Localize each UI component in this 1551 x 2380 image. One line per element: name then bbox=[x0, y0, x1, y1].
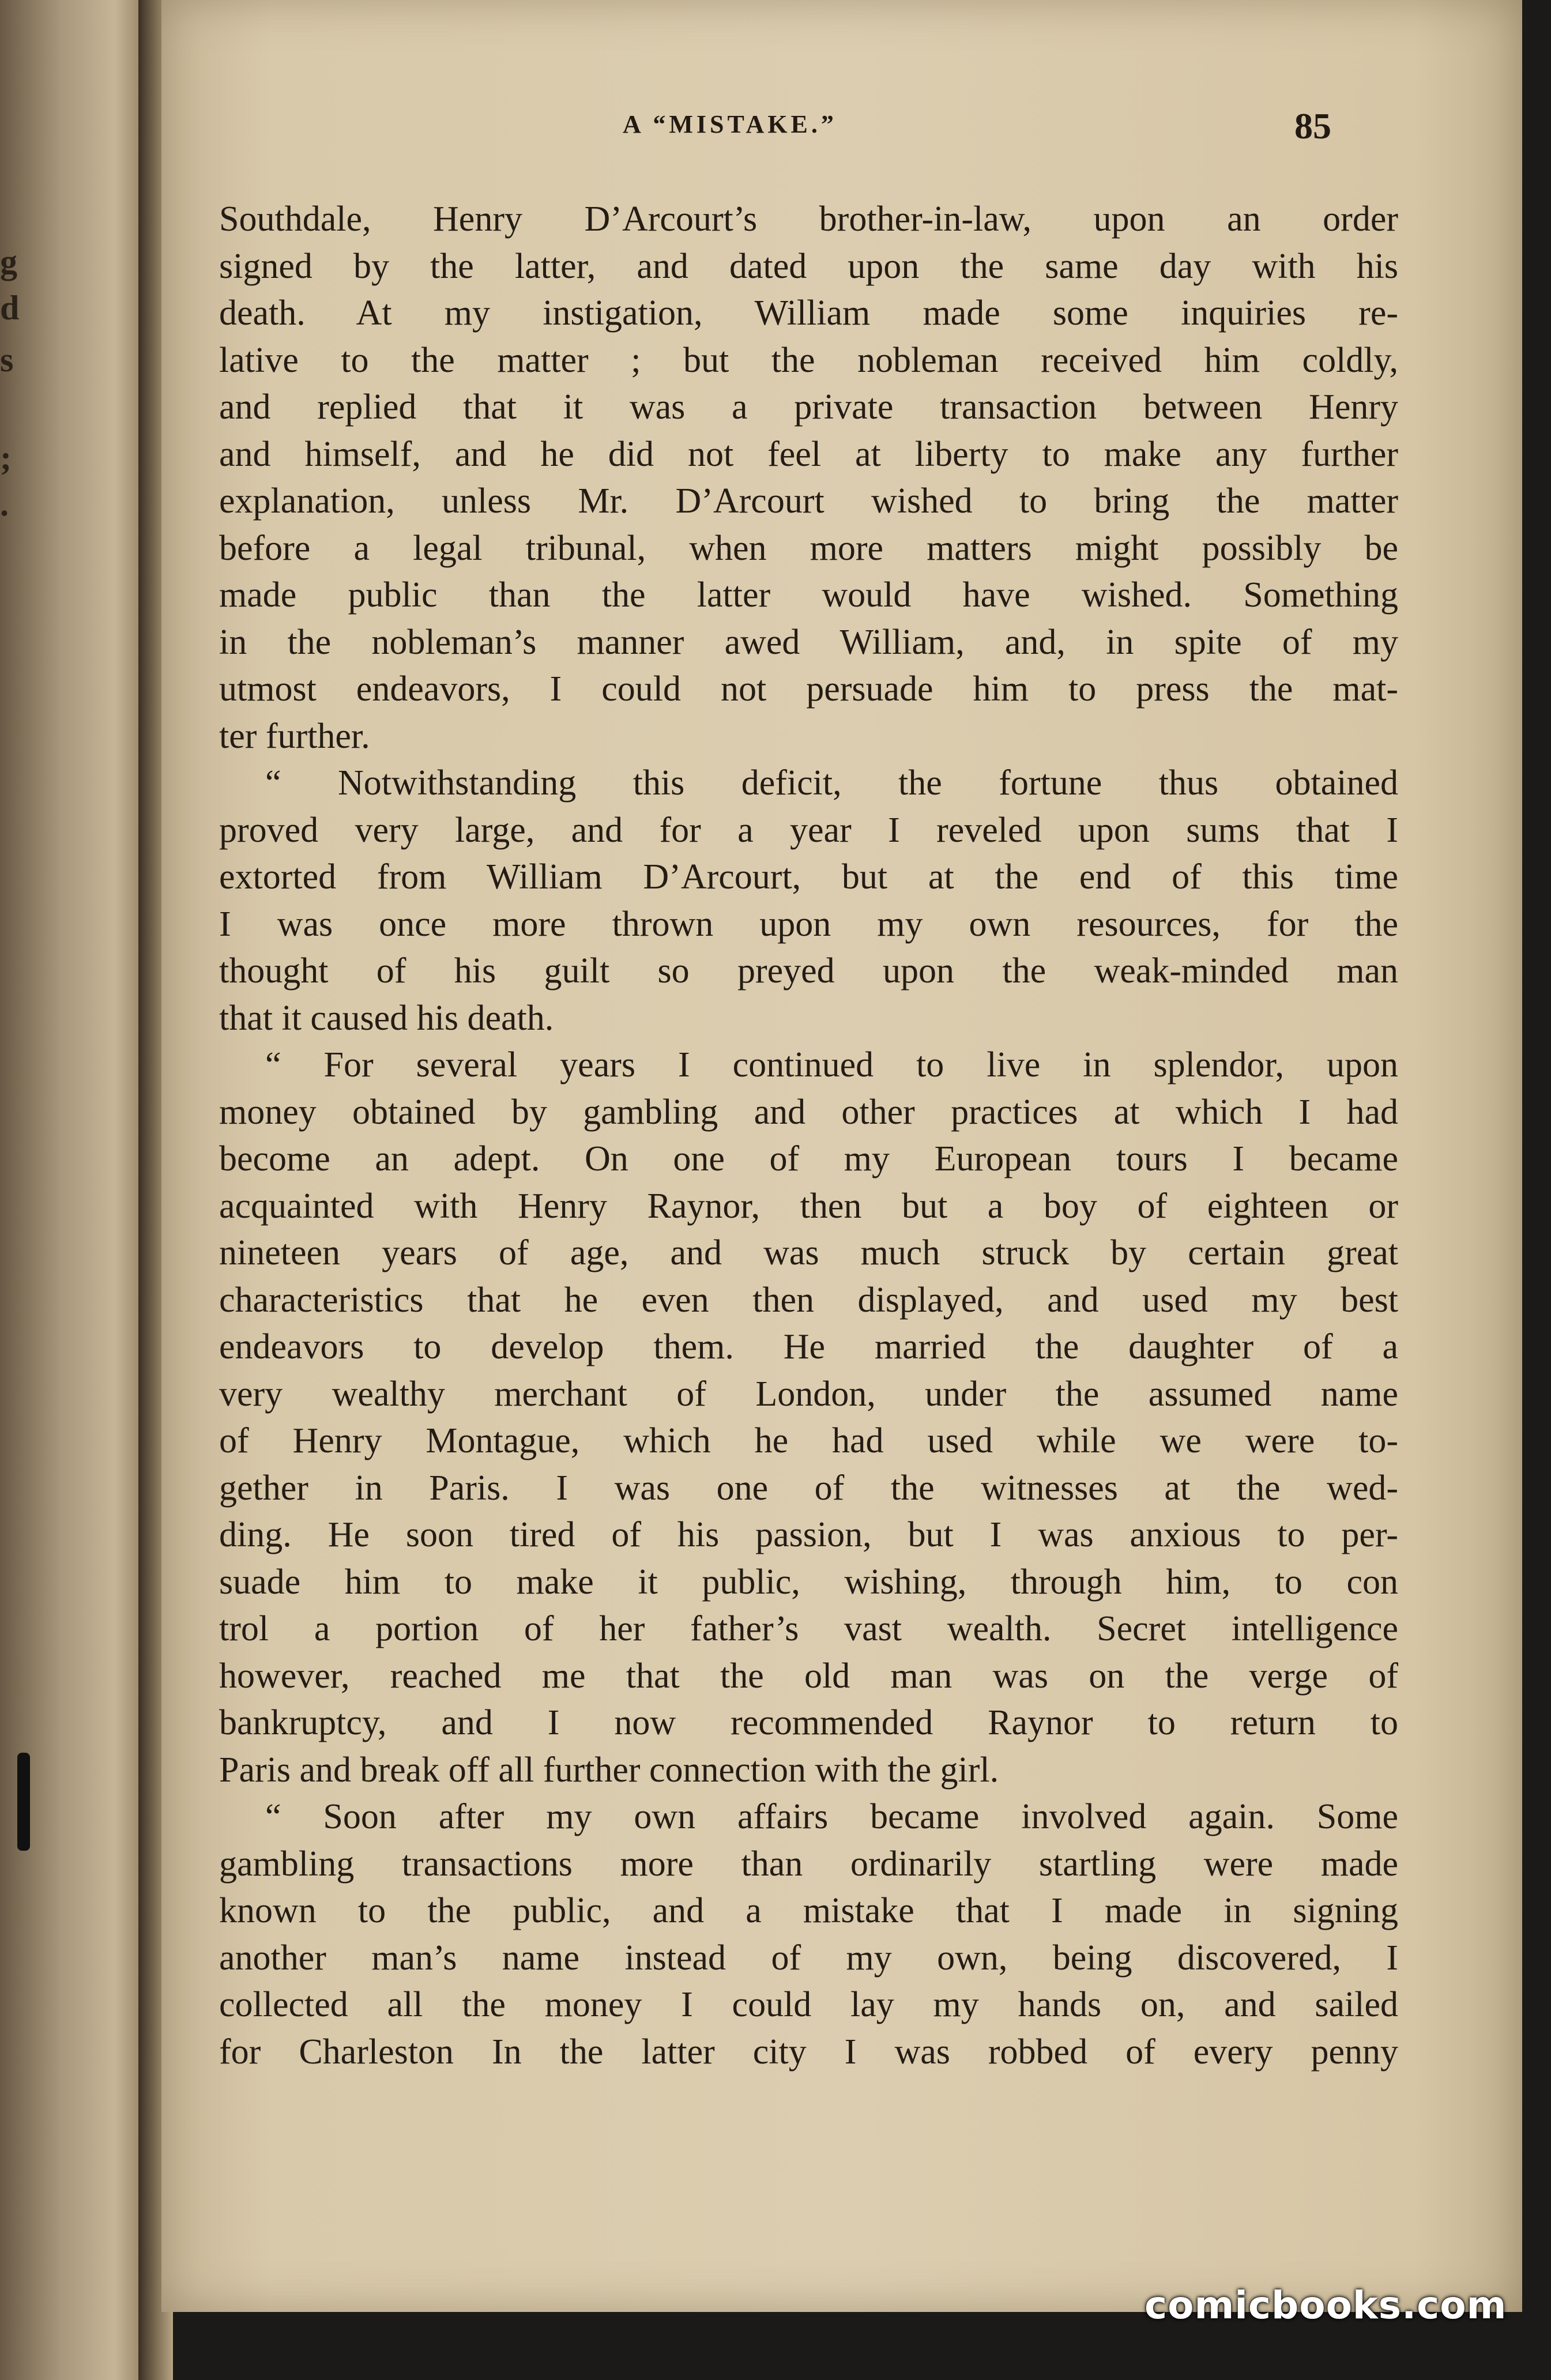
text-line: nineteen years of age, and was much struck by certain great bbox=[219, 1233, 1398, 1272]
text-line: bankruptcy, and I now recommended Raynor to return to bbox=[219, 1703, 1398, 1742]
left-page-fragments bbox=[0, 0, 20, 577]
text-line: lative to the matter ; but the nobleman received him coldly, bbox=[219, 340, 1398, 380]
text-line: and replied that it was a private transaction between Henry bbox=[219, 387, 1398, 427]
text-line: acquainted with Henry Raynor, then but a boy of eighteen or bbox=[219, 1186, 1398, 1226]
chapter-title: A “MISTAKE.” bbox=[623, 110, 837, 138]
text-line: “ Notwithstanding this deficit, the fortune thus obtained bbox=[265, 763, 1398, 803]
left-fragment: g bbox=[0, 243, 17, 281]
left-fragment: . bbox=[0, 485, 9, 523]
text-line: extorted from William D’Arcourt, but at the end of this time bbox=[219, 857, 1398, 897]
text-line: ding. He soon tired of his passion, but I was anxious to per- bbox=[219, 1515, 1398, 1554]
text-line: gether in Paris. I was one of the witnesses at the wed- bbox=[219, 1468, 1398, 1508]
text-line: for Charleston In the latter city I was robbed of every penny bbox=[219, 2032, 1398, 2072]
running-head bbox=[161, 106, 1522, 156]
text-line: death. At my instigation, William made some inquiries re- bbox=[219, 293, 1398, 333]
text-line: very wealthy merchant of London, under the assumed name bbox=[219, 1374, 1398, 1414]
text-line: that it caused his death. bbox=[219, 998, 554, 1038]
text-line: before a legal tribunal, when more matters might possibly be bbox=[219, 528, 1398, 568]
watermark: comicbooks.com bbox=[1145, 2283, 1507, 2328]
text-line: in the nobleman’s manner awed William, and, in spite of my bbox=[219, 622, 1398, 662]
left-fragment: ; bbox=[0, 439, 12, 477]
left-fragment: s bbox=[0, 341, 14, 379]
text-line: made public than the latter would have wished. Something bbox=[219, 575, 1398, 615]
text-line: proved very large, and for a year I reveled upon sums that I bbox=[219, 810, 1398, 850]
page-number: 85 bbox=[1294, 106, 1331, 146]
left-page-edge bbox=[0, 0, 153, 2380]
text-line: and himself, and he did not feel at liberty to make any further bbox=[219, 434, 1398, 474]
text-line: collected all the money I could lay my hands on, and sailed bbox=[219, 1985, 1398, 2024]
text-line: become an adept. On one of my European tours I became bbox=[219, 1139, 1398, 1178]
text-line: endeavors to develop them. He married the daughter of a bbox=[219, 1327, 1398, 1366]
text-line: ter further. bbox=[219, 716, 370, 756]
text-line: “ Soon after my own affairs became involved again. Some bbox=[265, 1797, 1398, 1836]
text-line: utmost endeavors, I could not persuade him to press the mat- bbox=[219, 669, 1398, 709]
text-line: however, reached me that the old man was on the verge of bbox=[219, 1656, 1398, 1696]
text-line: of Henry Montague, which he had used while we were to- bbox=[219, 1421, 1398, 1460]
text-line: characteristics that he even then displayed, and used my best bbox=[219, 1280, 1398, 1320]
text-line: another man’s name instead of my own, being discovered, I bbox=[219, 1938, 1398, 1978]
text-line: known to the public, and a mistake that I made in signing bbox=[219, 1891, 1398, 1930]
text-line: “ For several years I continued to live in splendor, upon bbox=[265, 1045, 1398, 1084]
text-line: Paris and break off all further connection with the girl. bbox=[219, 1750, 999, 1790]
text-line: thought of his guilt so preyed upon the weak-minded man bbox=[219, 951, 1398, 991]
body-text bbox=[219, 196, 1398, 2076]
text-line: explanation, unless Mr. D’Arcourt wished to bring the matter bbox=[219, 481, 1398, 521]
book-page bbox=[161, 0, 1522, 2312]
text-line: signed by the latter, and dated upon the same day with his bbox=[219, 246, 1398, 286]
left-fragment: d bbox=[0, 289, 20, 327]
text-line: suade him to make it public, wishing, through him, to con bbox=[219, 1562, 1398, 1602]
text-line: I was once more thrown upon my own resources, for the bbox=[219, 904, 1398, 944]
text-line: money obtained by gambling and other practices at which I had bbox=[219, 1092, 1398, 1132]
binding-mark bbox=[17, 1753, 30, 1851]
text-line: Southdale, Henry D’Arcourt’s brother-in-law, upon an order bbox=[219, 199, 1398, 239]
text-line: gambling transactions more than ordinarily startling were made bbox=[219, 1844, 1398, 1884]
text-line: trol a portion of her father’s vast wealth. Secret intelligence bbox=[219, 1609, 1398, 1648]
